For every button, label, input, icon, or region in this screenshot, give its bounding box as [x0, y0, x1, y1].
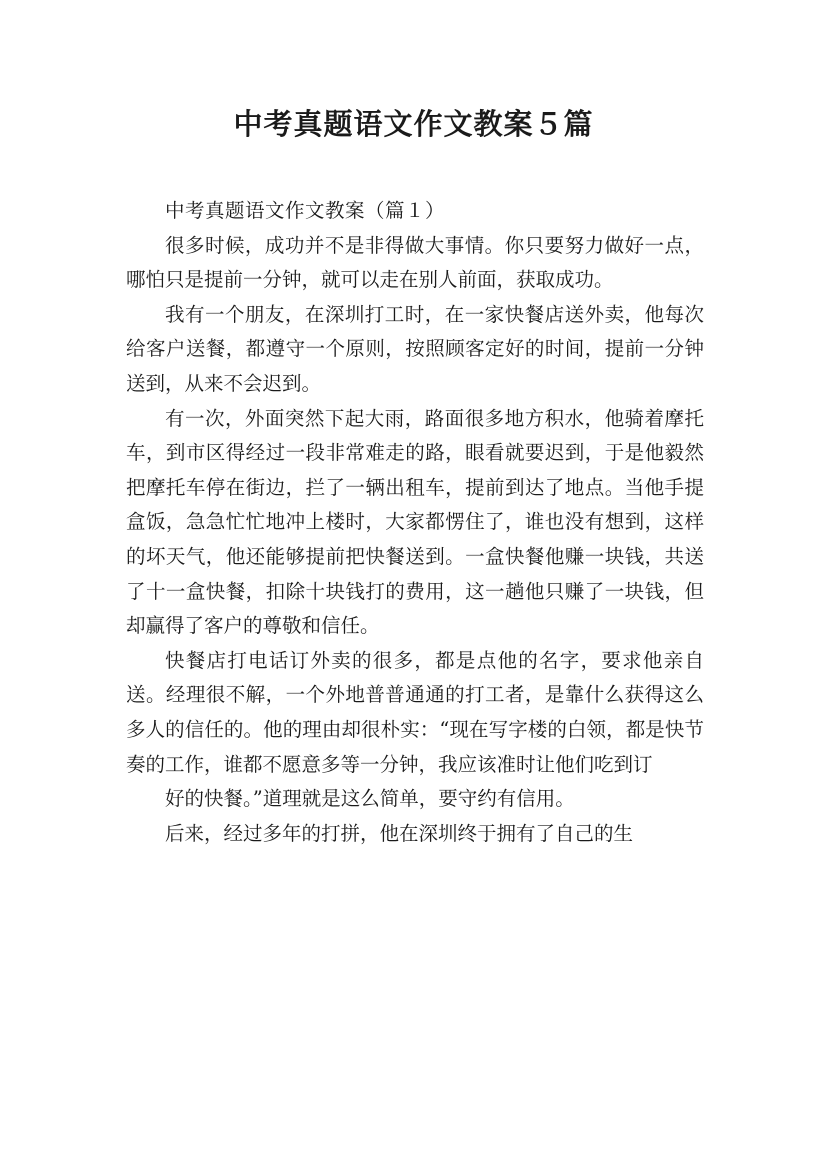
paragraph-6: 后来，经过多年的打拼，他在深圳终于拥有了自己的生 [165, 821, 634, 845]
document-body [126, 194, 704, 851]
paragraph-5: 好的快餐。”道理就是这么简单，要守约有信用。 [165, 787, 575, 811]
paragraph-2: 我有一个朋友，在深圳打工时，在一家快餐店送外卖，他每次给客户送餐，都遵守一个原则，按照顾客定好的时间，提前一分钟送到，从来不会迟到。 [126, 302, 704, 395]
document-title: 中考真题语文作文教案５篇 [233, 107, 594, 141]
paragraph-1: 很多时候，成功并不是非得做大事情。你只要努力做好一点，哪怕只是提前一分钟，就可以走在别人前面，获取成功。 [126, 233, 704, 292]
section-heading: 中考真题语文作文教案（篇１） [165, 199, 446, 222]
paragraph-3: 有一次，外面突然下起大雨，路面很多地方积水，他骑着摩托车，到市区得经过一段非常难走的路，眼看就要迟到，于是他毅然把摩托车停在街边，拦了一辆出租车，提前到达了地点。当他手提盒饭，急急忙忙地冲上楼时，大家都愣住了，谁也没有想到，这样的坏天气，他还能够提前把快餐送到。一盒快餐他赚一块钱，共送了十一盒快餐，扣除十块钱打的费用，这一趟他只赚了一块钱，但却赢得了客户的尊敬和信任。 [126, 406, 704, 638]
paragraph-4: 快餐店打电话订外卖的很多，都是点他的名字，要求他亲自送。经理很不解，一个外地普普通通的打工者，是靠什么获得这么多人的信任的。他的理由却很朴实：“现在写字楼的白领，都是快节奏的工作，谁都不愿意多等一分钟，我应该准时让他们吃到订 [126, 648, 704, 776]
